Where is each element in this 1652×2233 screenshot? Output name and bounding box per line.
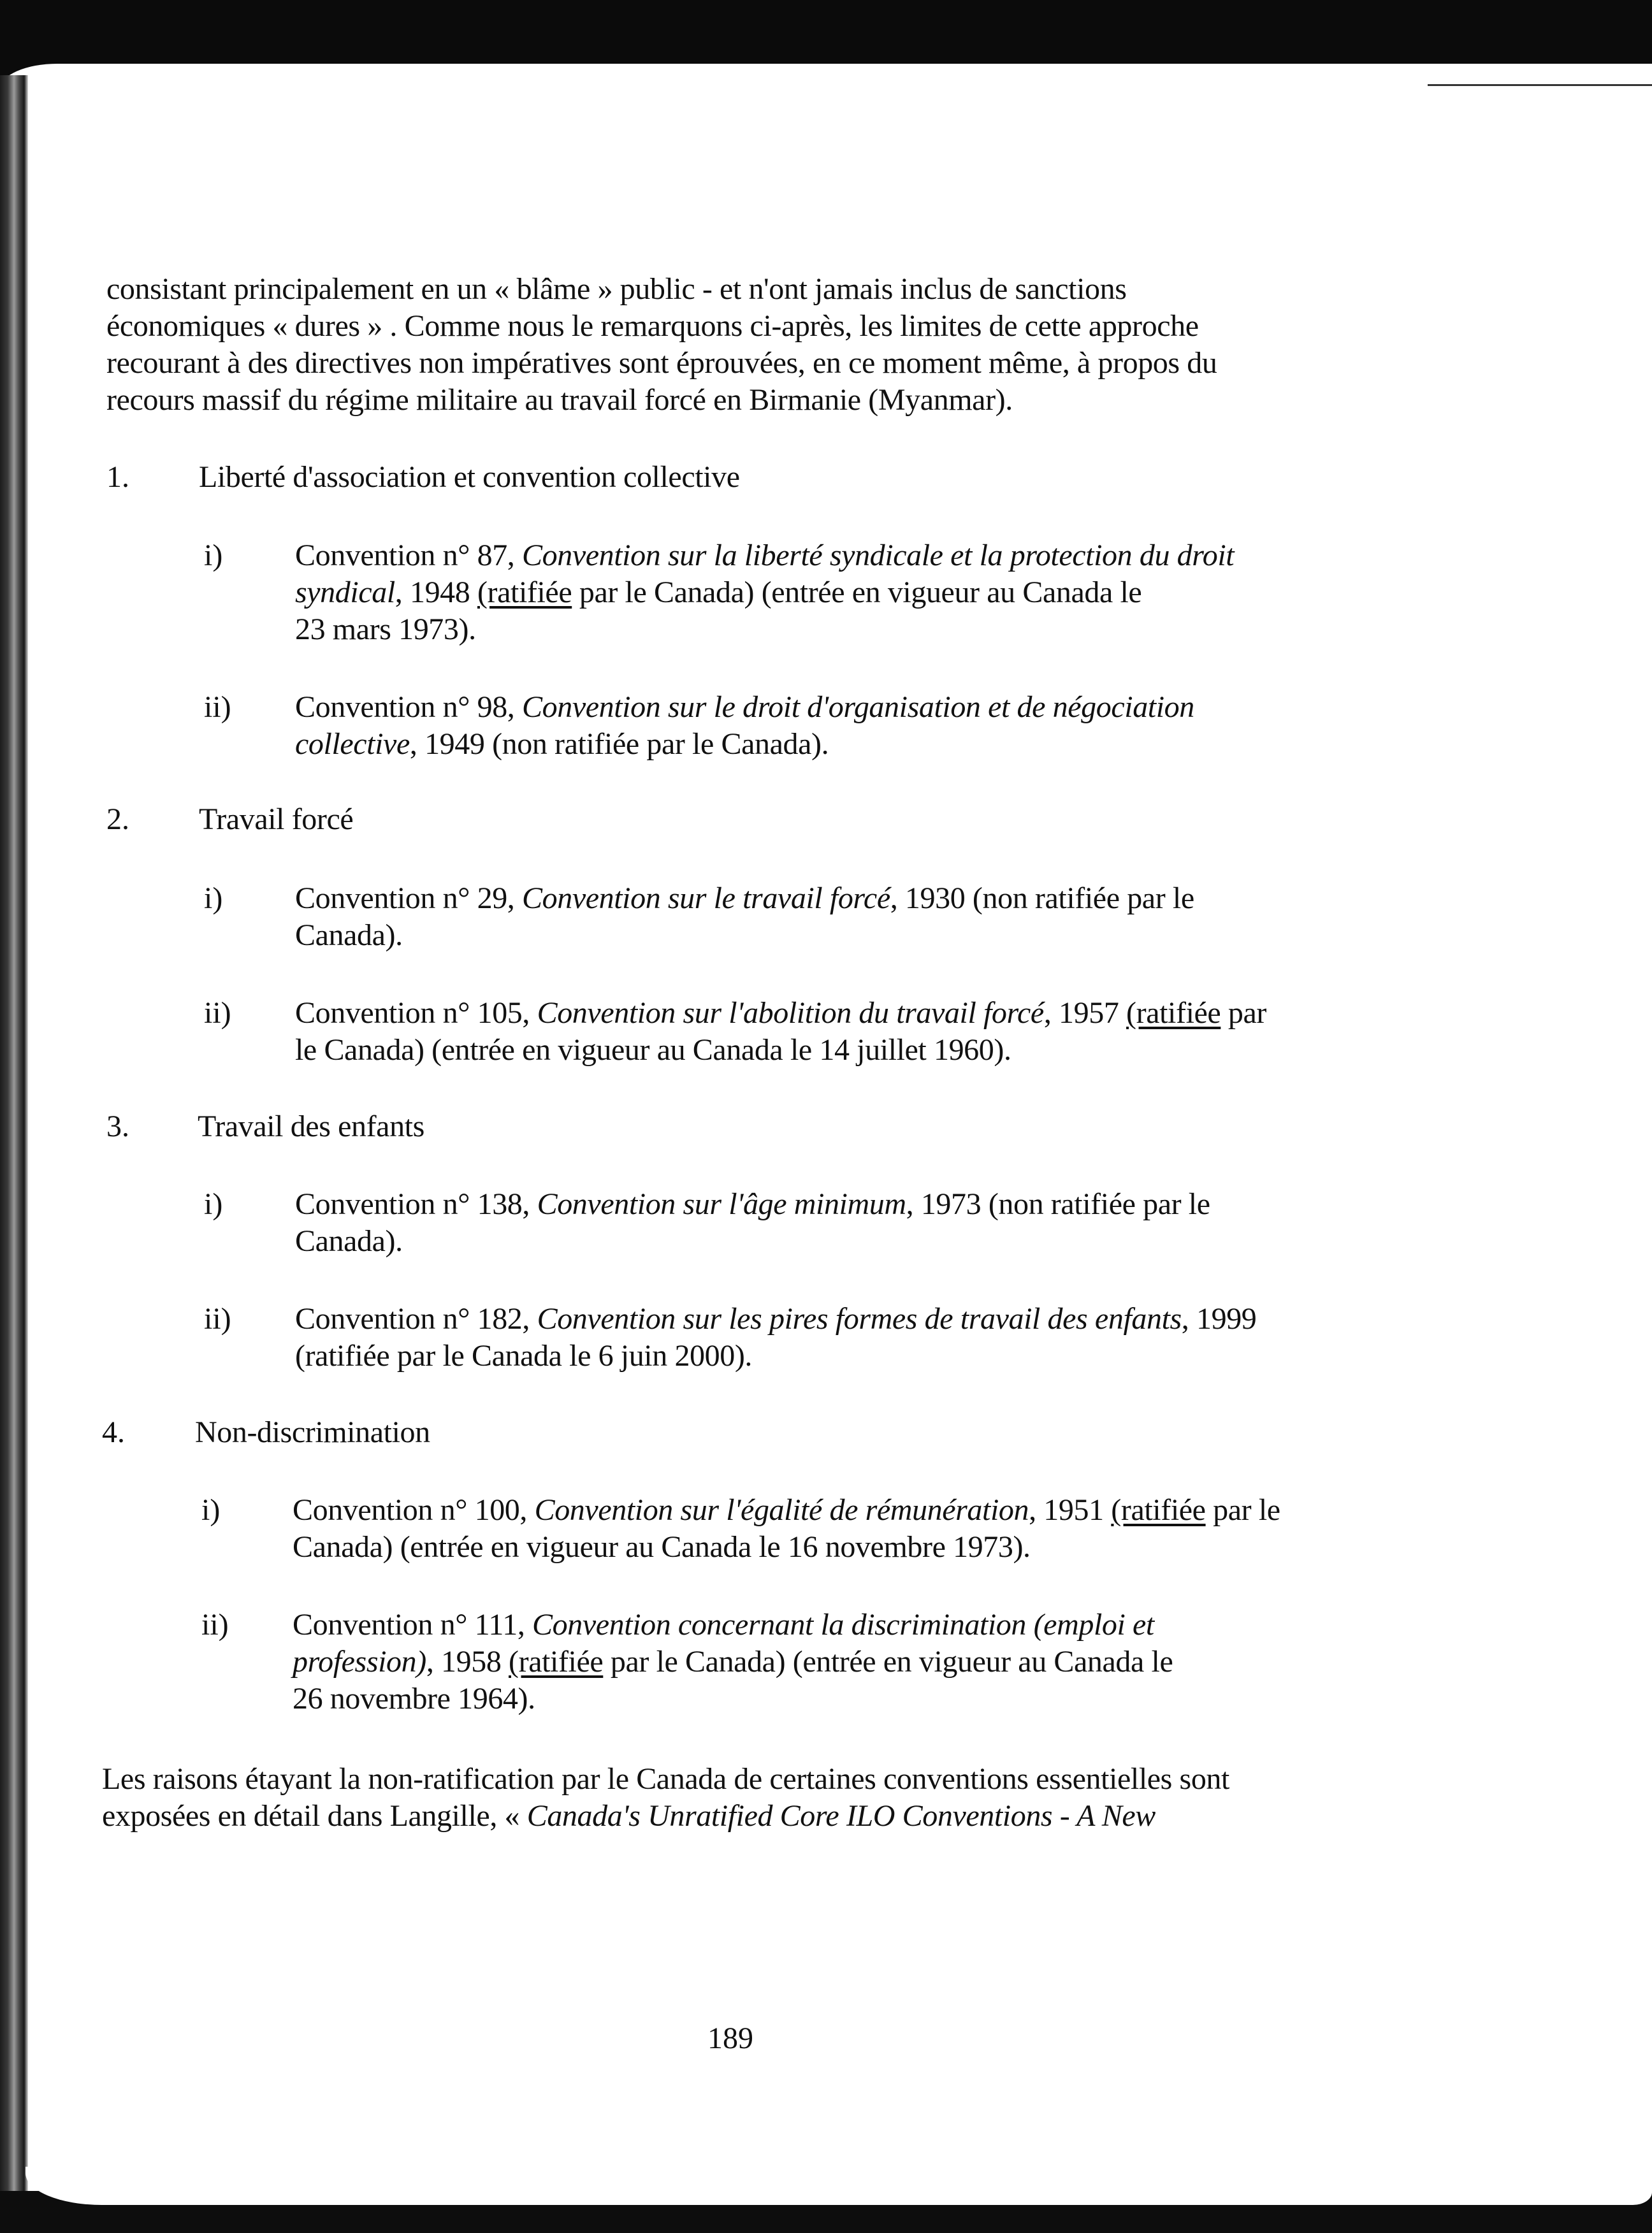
list-item-line: Convention n° 138, Convention sur l'âge minimum, 1973 (non ratifiée par le bbox=[295, 1187, 1210, 1221]
list-item-line: Canada). bbox=[295, 1224, 403, 1258]
list-item-line: Convention n° 105, Convention sur l'abolition du travail forcé, 1957 (ratifiée par bbox=[295, 996, 1267, 1030]
list-item-line: 23 mars 1973). bbox=[295, 612, 476, 646]
list-item-line: Convention n° 29, Convention sur le travail forcé, 1930 (non ratifiée par le bbox=[295, 881, 1194, 915]
list-item-line: Convention n° 100, Convention sur l'égalité de rémunération, 1951 (ratifiée par le bbox=[293, 1493, 1280, 1527]
item-marker: ii) bbox=[204, 996, 231, 1030]
section-heading: Non-discrimination bbox=[195, 1415, 430, 1449]
intro-line-3: recourant à des directives non impératives sont éprouvées, en ce moment même, à propos du bbox=[106, 346, 1217, 380]
intro-line-2: économiques « dures » . Comme nous le remarquons ci-après, les limites de cette approche bbox=[106, 309, 1199, 343]
item-marker: i) bbox=[204, 881, 223, 915]
section-heading: Travail des enfants bbox=[198, 1109, 424, 1143]
list-item-line: le Canada) (entrée en vigueur au Canada le 14 juillet 1960). bbox=[295, 1033, 1011, 1067]
item-marker: ii) bbox=[204, 1302, 231, 1336]
list-item-line: Convention n° 111, Convention concernant la discrimination (emploi et bbox=[293, 1608, 1154, 1642]
list-item-line: 26 novembre 1964). bbox=[293, 1682, 535, 1716]
page-number: 189 bbox=[707, 2021, 753, 2055]
list-item-line: syndical, 1948 (ratifiée par le Canada) (entrée en vigueur au Canada le bbox=[295, 575, 1142, 609]
item-marker: i) bbox=[204, 1187, 223, 1221]
list-item-line: (ratifiée par le Canada le 6 juin 2000). bbox=[295, 1339, 753, 1373]
item-marker: i) bbox=[201, 1493, 221, 1527]
section-number: 1. bbox=[106, 460, 129, 494]
list-item-line: collective, 1949 (non ratifiée par le Canada). bbox=[295, 727, 829, 761]
list-item-line: Convention n° 87, Convention sur la liberté syndicale et la protection du droit bbox=[295, 538, 1235, 572]
section-number: 4. bbox=[102, 1415, 125, 1449]
item-marker: ii) bbox=[201, 1608, 229, 1642]
intro-line-4: recours massif du régime militaire au travail forcé en Birmanie (Myanmar). bbox=[106, 383, 1013, 417]
intro-line-1: consistant principalement en un « blâme » public - et n'ont jamais inclus de sanctions bbox=[106, 272, 1127, 306]
item-marker: i) bbox=[204, 538, 223, 572]
section-number: 3. bbox=[106, 1109, 129, 1143]
closing-line-1: Les raisons étayant la non-ratification par le Canada de certaines conventions essentielles sont bbox=[102, 1762, 1229, 1796]
item-marker: ii) bbox=[204, 690, 231, 724]
section-number: 2. bbox=[106, 802, 129, 836]
list-item-line: profession), 1958 (ratifiée par le Canada) (entrée en vigueur au Canada le bbox=[293, 1645, 1173, 1679]
list-item-line: Canada) (entrée en vigueur au Canada le 16 novembre 1973). bbox=[293, 1530, 1031, 1564]
section-heading: Travail forcé bbox=[199, 802, 354, 836]
list-item-line: Convention n° 98, Convention sur le droit d'organisation et de négociation bbox=[295, 690, 1194, 724]
closing-line-2: exposées en détail dans Langille, « Canada's Unratified Core ILO Conventions - A New bbox=[102, 1799, 1156, 1833]
list-item-line: Canada). bbox=[295, 918, 403, 952]
list-item-line: Convention n° 182, Convention sur les pires formes de travail des enfants, 1999 bbox=[295, 1302, 1257, 1336]
section-heading: Liberté d'association et convention collective bbox=[199, 460, 740, 494]
